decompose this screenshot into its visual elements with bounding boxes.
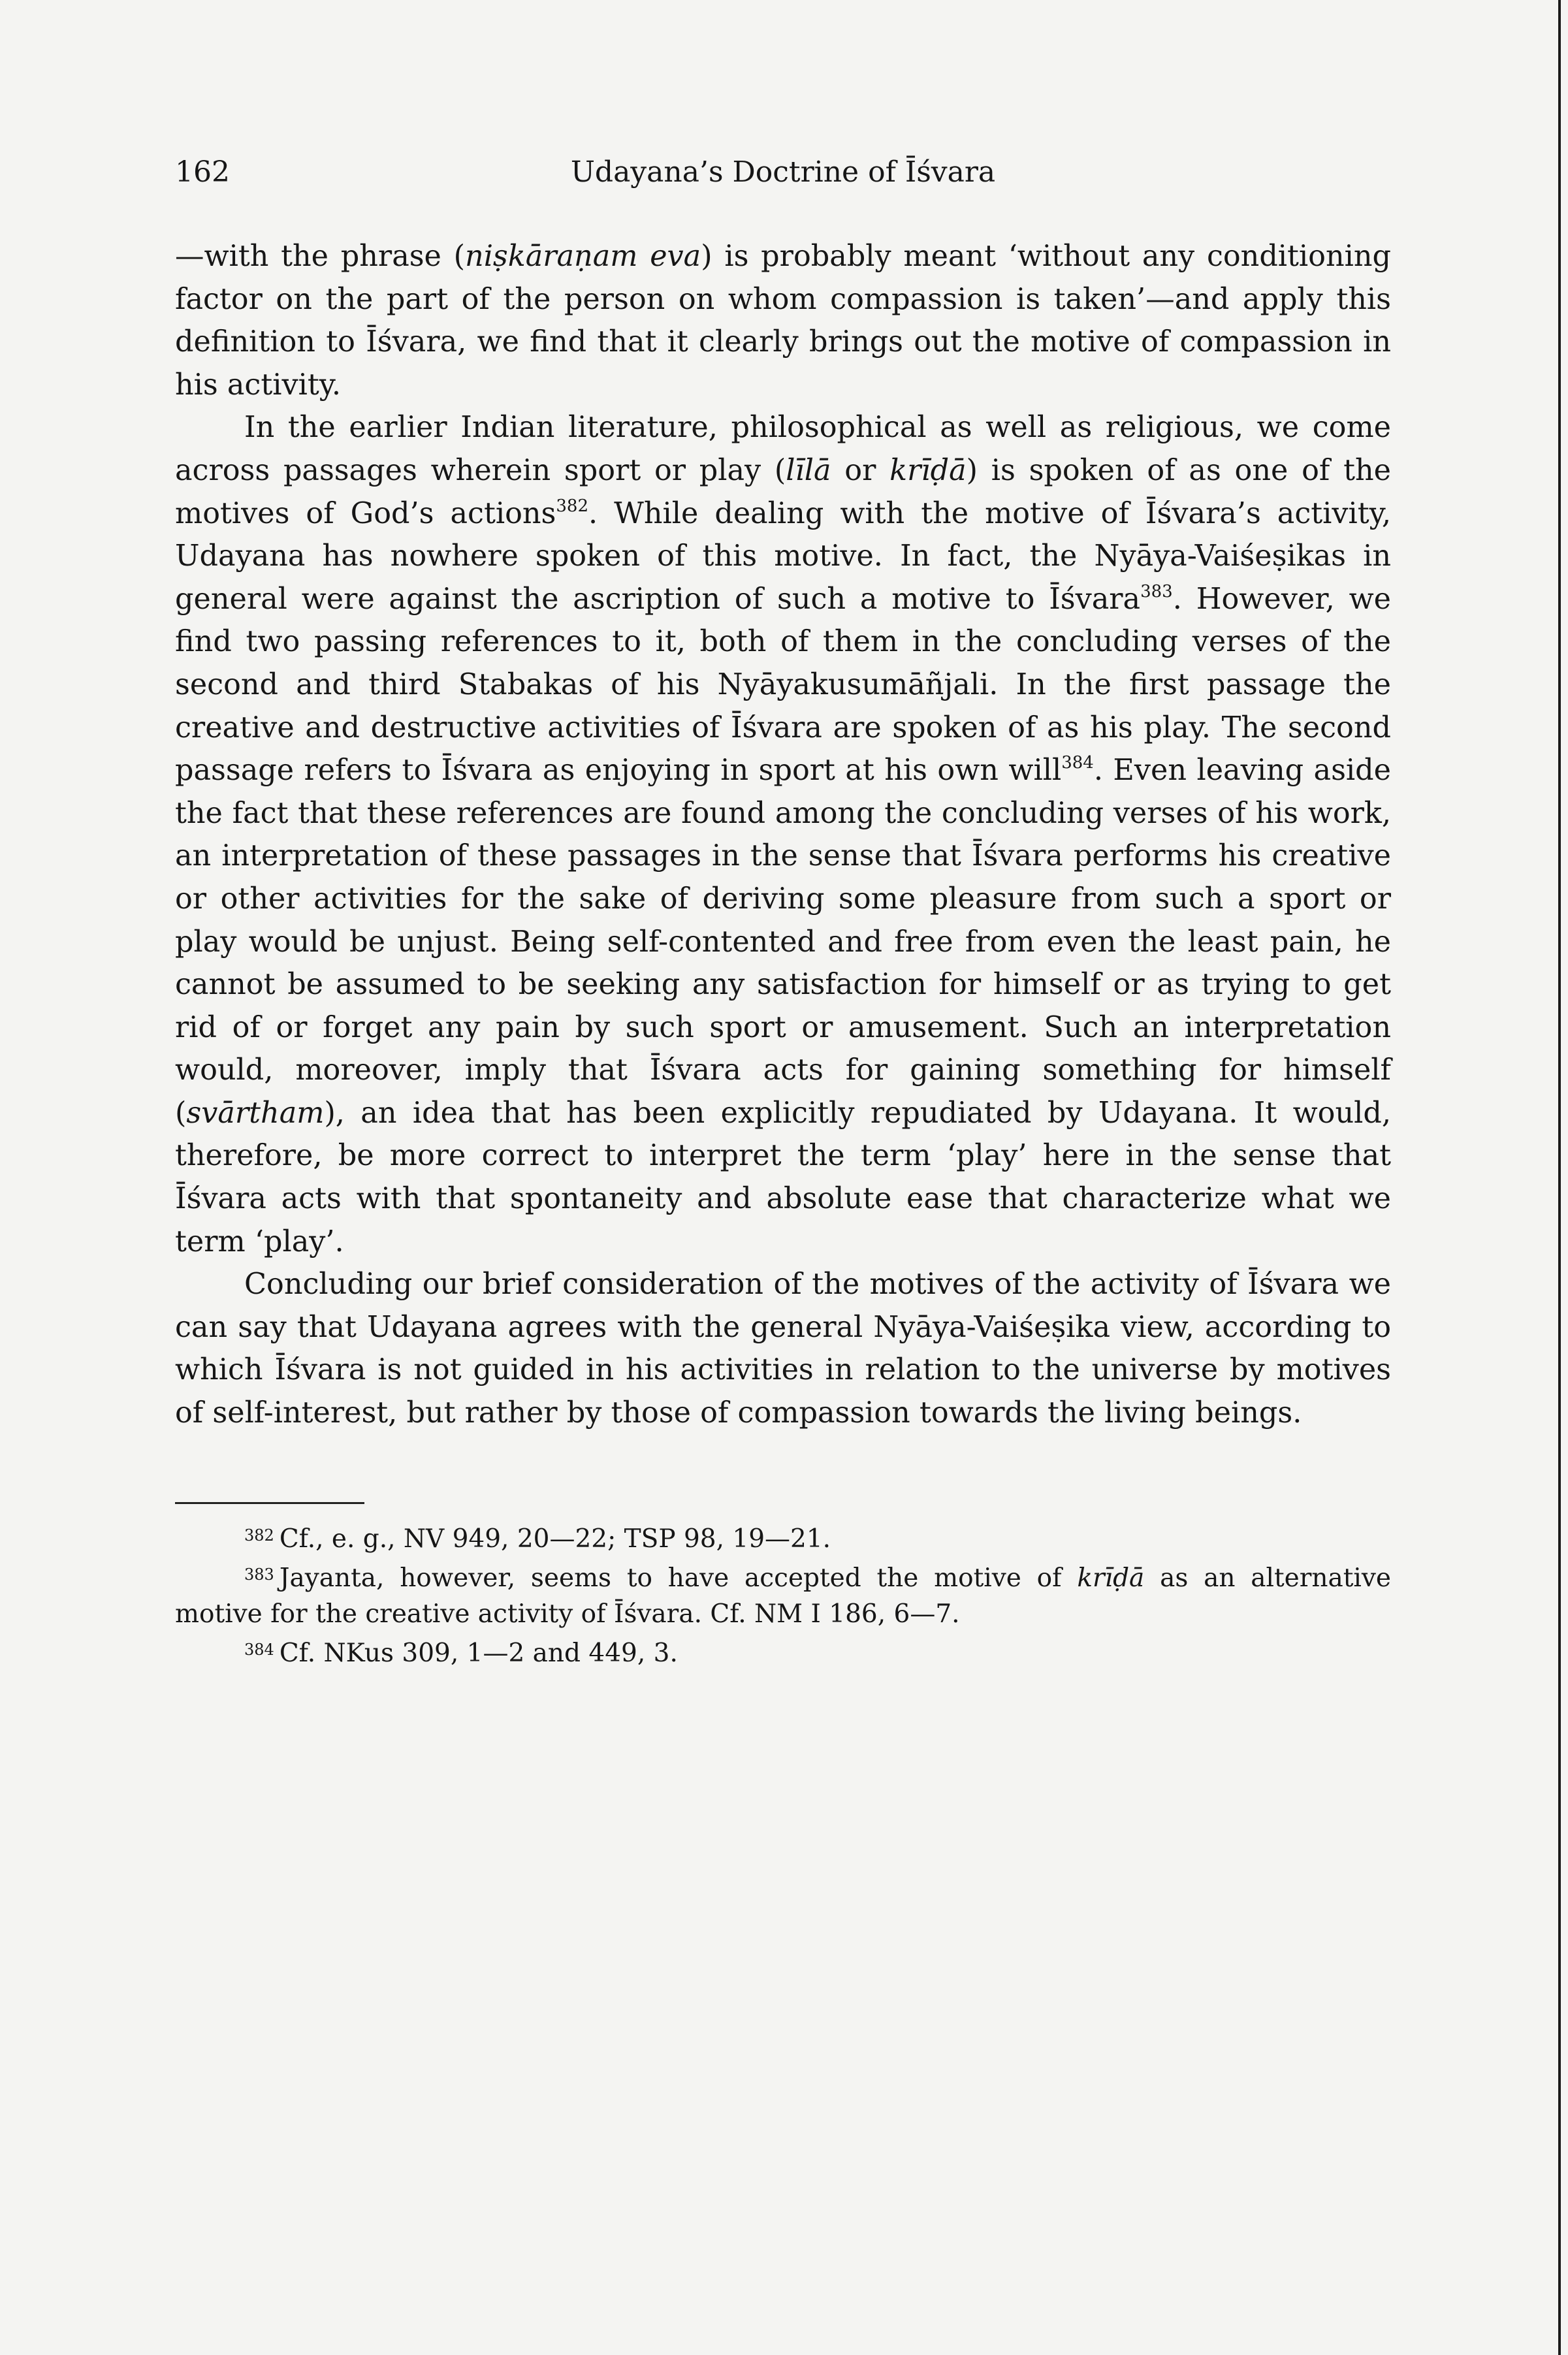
paragraph-1	[175, 235, 1391, 406]
italic-term: krīḍā	[1077, 1563, 1145, 1593]
footnote-384	[175, 1632, 1391, 1671]
page-number: 162	[175, 155, 230, 189]
italic-term: niṣkāraṇam eva	[465, 240, 701, 273]
footnote-ref[interactable]: 383	[1140, 581, 1173, 601]
italic-term: krīḍā	[889, 453, 967, 487]
italic-term: svārtham	[186, 1096, 325, 1130]
footnote-number: 383	[244, 1565, 274, 1584]
text-run: ), an idea that has been explicitly repudiated by Udayana. It would, therefore, be more correct to interpret the term ‘play’ here in the sense that Īśvara acts with that spontaneity and absolute ease that characterize what we term ‘play’.	[175, 1096, 1391, 1258]
footnote-ref[interactable]: 382	[556, 496, 588, 516]
footnote-383	[175, 1557, 1391, 1632]
text-run: . While dealing with the motive of Īśvara’s activity, Udayana has nowhere spoken of this motive. In fact, the Nyāya-Vaiśeṣikas in general were against the ascription of such a motive to Īśvara	[175, 496, 1391, 616]
body-text	[175, 235, 1391, 1435]
footnote-text: Cf. NKus 309, 1—2 and 449, 3.	[279, 1639, 678, 1668]
text-run: . However, we find two passing references to it, both of them in the concluding verses of the second and third Stabakas of his Nyāyakusumāñjali. In the first passage the creative and destructive activities of Īśvara are spoken of as his play. The second passage refers to Īśvara as enjoying in sport at his own will	[175, 582, 1391, 788]
footnote-number: 382	[244, 1526, 274, 1545]
footnote-text: as an alternative motive for the creative activity of Īśvara. Cf. NM I 186, 6—7.	[175, 1563, 1391, 1629]
footnote-text: Jayanta, however, seems to have accepted the motive of	[279, 1563, 1078, 1593]
page-edge	[1558, 0, 1561, 2355]
running-head	[175, 155, 1391, 201]
text-run: . Even leaving aside the fact that these references are found among the concluding verses of his work, an interpretation of these passages in the sense that Īśvara performs his creative or other activities for the sake of deriving some pleasure from such a sport or play would be unjust. Being self-contented and free from even the least pain, he cannot be assumed to be seeking any satisfaction for himself or as trying to get rid of or forget any pain by such sport or amusement. Such an interpretation would, moreover, imply that Īśvara acts for gaining something for himself (	[175, 754, 1391, 1130]
text-run: or	[831, 453, 890, 487]
text-run: ) is spoken of as one of the motives of God’s actions	[175, 453, 1392, 530]
footnote-382	[175, 1518, 1391, 1557]
text-run: —with the phrase (	[175, 240, 466, 273]
footnote-ref[interactable]: 384	[1061, 753, 1094, 773]
footnote-text: Cf., e. g., NV 949, 20—22; TSP 98, 19—21.	[279, 1524, 831, 1554]
footnote-number: 384	[244, 1641, 274, 1659]
paragraph-2	[175, 406, 1391, 1263]
text-run: In the earlier Indian literature, philosophical as well as religious, we come across passages wherein sport or play (	[175, 411, 1391, 487]
italic-term: līlā	[786, 453, 831, 487]
footnotes	[175, 1518, 1391, 1671]
text-run: ) is probably meant ‘without any conditioning factor on the part of the person on whom compassion is taken’—and apply this definition to Īśvara, we find that it clearly brings out the motive of compassion in his activity.	[175, 240, 1391, 402]
footnote-rule	[175, 1502, 364, 1504]
running-title: Udayana’s Doctrine of Īśvara	[570, 155, 996, 189]
paragraph-3: Concluding our brief consideration of the motives of the activity of Īśvara we can say that Udayana agrees with the general Nyāya-Vaiśeṣika view, according to which Īśvara is not guided in his activities in relation to the universe by motives of self-interest, but rather by those of compassion towards the living beings.	[175, 1268, 1391, 1430]
